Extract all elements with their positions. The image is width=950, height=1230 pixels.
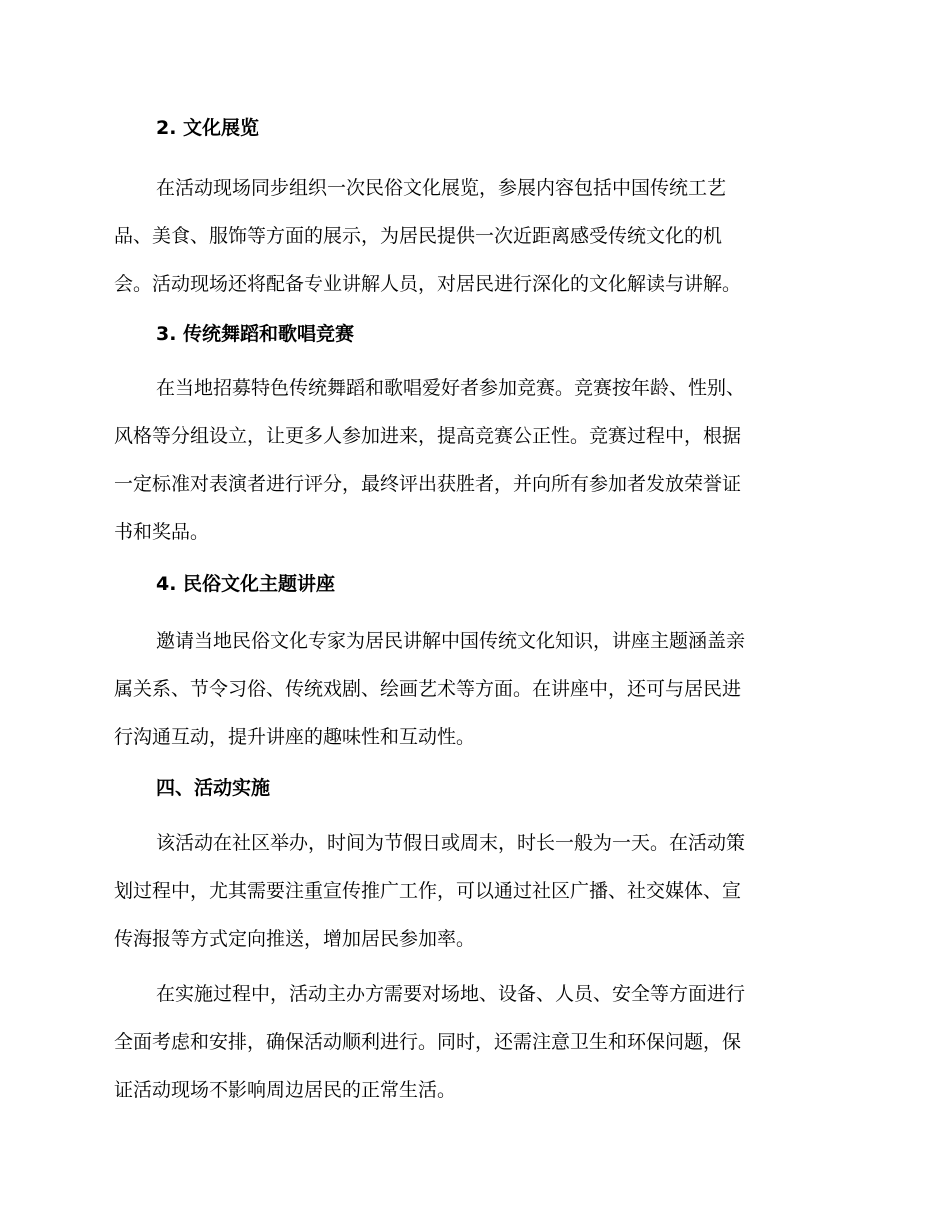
section-heading-folk-lecture: 4. 民俗文化主题讲座 [156, 573, 336, 595]
section-heading-implementation: 四、活动实施 [156, 777, 271, 799]
paragraph-line: 一定标准对表演者进行评分，最终评出获胜者，并向所有参加者发放荣誉证 [114, 473, 742, 495]
paragraph-line: 会。活动现场还将配备专业讲解人员，对居民进行深化的文化解读与讲解。 [114, 273, 742, 295]
paragraph-line: 划过程中，尤其需要注重宣传推广工作，可以通过社区广播、社交媒体、宣 [114, 880, 742, 902]
paragraph-line: 传海报等方式定向推送，增加居民参加率。 [114, 928, 476, 950]
paragraph-line: 邀请当地民俗文化专家为居民讲解中国传统文化知识，讲座主题涵盖亲 [156, 630, 746, 652]
paragraph-line: 在当地招募特色传统舞蹈和歌唱爱好者参加竞赛。竞赛按年龄、性别、 [156, 377, 746, 399]
paragraph-dance-singing-contest [114, 376, 834, 568]
paragraph-line: 书和奖品。 [114, 521, 210, 543]
paragraph-line: 该活动在社区举办，时间为节假日或周末，时长一般为一天。在活动策 [156, 832, 746, 854]
paragraph-line: 证活动现场不影响周边居民的正常生活。 [114, 1079, 457, 1101]
paragraph-line: 属关系、节令习俗、传统戏剧、绘画艺术等方面。在讲座中，还可与居民进 [114, 678, 742, 700]
paragraph-line: 在实施过程中，活动主办方需要对场地、设备、人员、安全等方面进行 [156, 983, 746, 1005]
paragraph-folk-lecture [114, 629, 834, 773]
section-heading-exhibition: 2. 文化展览 [156, 117, 260, 139]
paragraph-line: 在活动现场同步组织一次民俗文化展览，参展内容包括中国传统工艺 [156, 177, 727, 199]
section-heading-dance-singing-contest: 3. 传统舞蹈和歌唱竞赛 [156, 323, 355, 345]
paragraph-exhibition [114, 176, 834, 320]
paragraph-implementation-1 [114, 831, 834, 975]
paragraph-line: 行沟通互动，提升讲座的趣味性和互动性。 [114, 726, 476, 748]
paragraph-implementation-2 [114, 982, 834, 1126]
paragraph-line: 风格等分组设立，让更多人参加进来，提高竞赛公正性。竞赛过程中，根据 [114, 425, 742, 447]
paragraph-line: 品、美食、服饰等方面的展示，为居民提供一次近距离感受传统文化的机 [114, 225, 723, 247]
paragraph-line: 全面考虑和安排，确保活动顺利进行。同时，还需注意卫生和环保问题，保 [114, 1031, 742, 1053]
